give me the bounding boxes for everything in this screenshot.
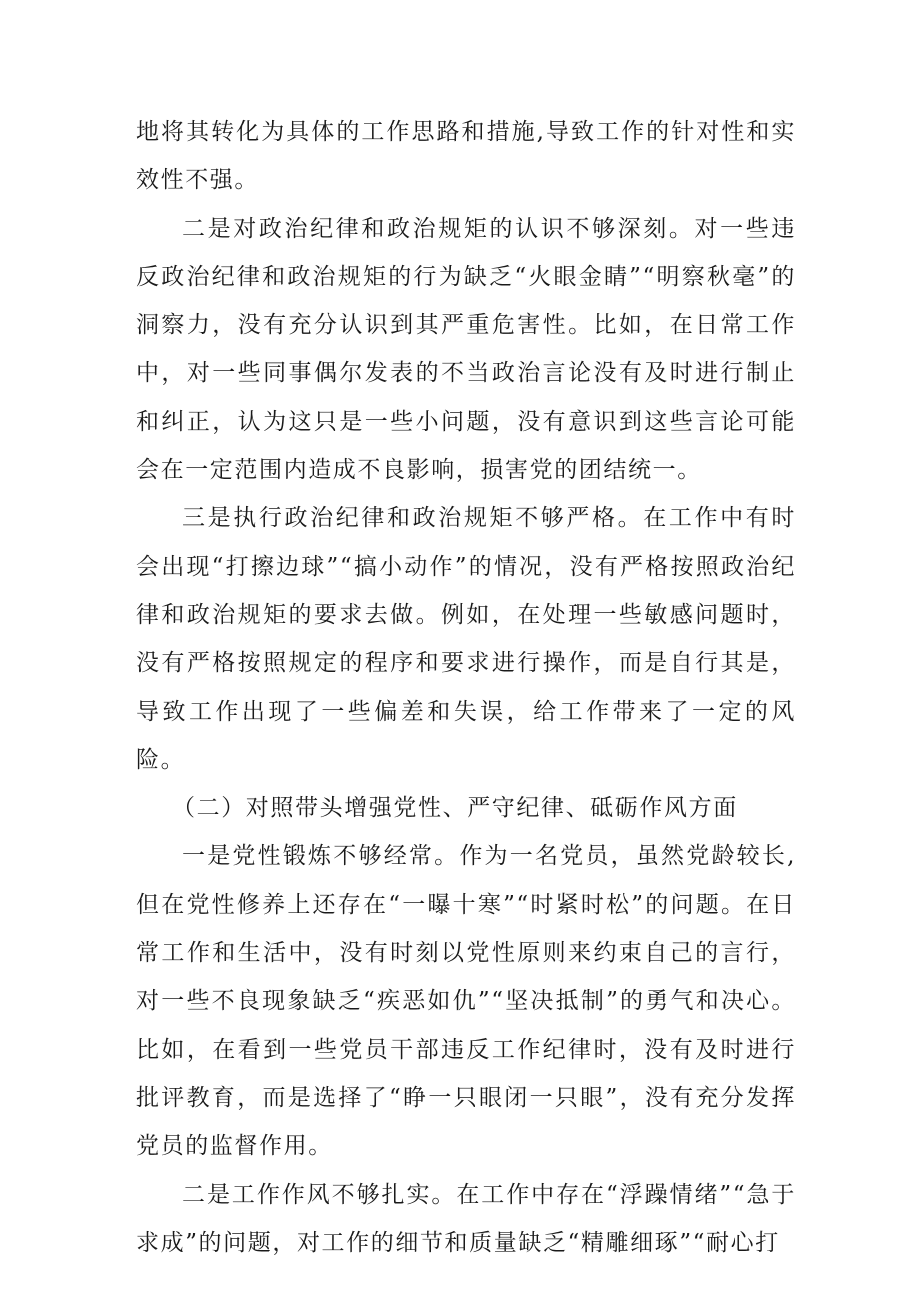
paragraph-continuation: 地将其转化为具体的工作思路和措施,导致工作的针对性和实效性不强。 xyxy=(136,119,796,194)
paragraph-point-one-party-spirit: 一是党性锻炼不够经常。作为一名党员，虽然党龄较长,但在党性修养上还存在“一曝十寒”“时紧时松”的问题。在日常工作和生活中，没有时刻以党性原则来约束自己的言行，对一些不良现象缺乏“疾恶如仇”“坚决抵制”的勇气和决心。比如，在看到一些党员干部违反工作纪律时，没有及时进行批评教育，而是选择了“睁一只眼闭一只眼”，没有充分发挥党员的监督作用。 xyxy=(136,843,796,1160)
document-body xyxy=(136,108,796,1267)
paragraph-point-three-discipline-execution: 三是执行政治纪律和政治规矩不够严格。在工作中有时会出现“打擦边球”“搞小动作”的情况，没有严格按照政治纪律和政治规矩的要求去做。例如，在处理一些敏感问题时，没有严格按照规定的程序和要求进行操作，而是自行其是，导致工作出现了一些偏差和失误，给工作带来了一定的风险。 xyxy=(136,505,796,773)
paragraph-point-two-discipline-awareness: 二是对政治纪律和政治规矩的认识不够深刻。对一些违反政治纪律和政治规矩的行为缺乏“火眼金睛”“明察秋毫”的洞察力，没有充分认识到其严重危害性。比如，在日常工作中，对一些同事偶尔发表的不当政治言论没有及时进行制止和纠正，认为这只是一些小问题，没有意识到这些言论可能会在一定范围内造成不良影响，损害党的团结统一。 xyxy=(136,215,796,484)
section-heading: （二）对照带头增强党性、严守纪律、砥砺作风方面 xyxy=(172,795,738,822)
paragraph-point-two-work-style: 二是工作作风不够扎实。在工作中存在“浮躁情绪”“急于求成”的问题，对工作的细节和质量缺乏“精雕细琢”“耐心打 xyxy=(136,1181,796,1256)
